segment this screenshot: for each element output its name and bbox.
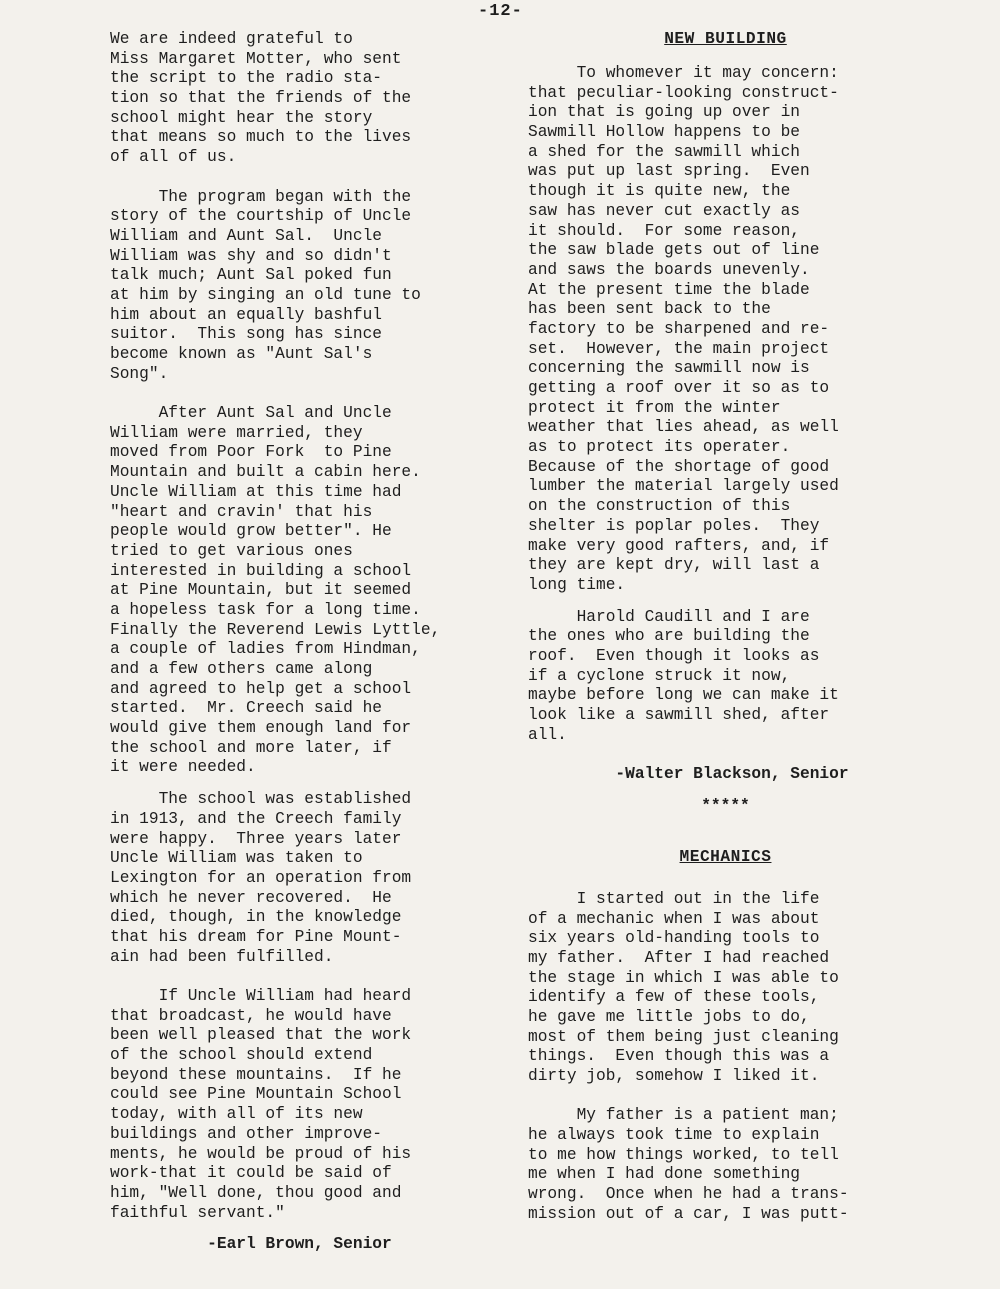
text-line: things. Even though this was a	[528, 1047, 830, 1066]
text-line: look like a sawmill shed, after	[528, 706, 830, 724]
text-line: buildings and other improve-	[110, 1124, 382, 1143]
byline: -Earl Brown, Senior	[110, 1235, 392, 1254]
text-line: has been sent back to the	[528, 300, 771, 319]
text-line: talk much; Aunt Sal poked fun	[110, 266, 392, 285]
text-line: the saw blade gets out of line	[528, 241, 820, 260]
text-line: tion so that the friends of the	[110, 89, 412, 108]
article-heading: NEW BUILDING	[664, 30, 787, 48]
text-line: tried to get various ones	[110, 541, 353, 560]
text-line: and a few others came along	[110, 660, 373, 678]
text-line: interested in building a school	[110, 561, 412, 580]
text-line: Miss Margaret Motter, who sent	[110, 49, 402, 68]
text-line: To whomever it may concern:	[528, 64, 839, 82]
text-line: make very good rafters, and, if	[528, 536, 830, 555]
text-line: identify a few of these tools,	[528, 988, 820, 1007]
text-line: all.	[528, 725, 567, 744]
paragraph	[528, 890, 923, 1087]
text-line: as to protect its operater.	[528, 438, 791, 457]
text-line: If Uncle William had heard	[110, 987, 412, 1005]
text-line: We are indeed grateful to	[110, 30, 353, 48]
text-line: that means so much to the lives	[110, 128, 412, 147]
text-line: Uncle William at this time had	[110, 482, 402, 501]
text-line: to me how things worked, to tell	[528, 1145, 839, 1164]
text-line: a hopeless task for a long time.	[110, 600, 421, 619]
text-line: he gave me little jobs to do,	[528, 1007, 810, 1026]
text-line: of all of us.	[110, 148, 237, 167]
right-column	[528, 30, 923, 1225]
text-line: of a mechanic when I was about	[528, 909, 820, 928]
text-line: ion that is going up over in	[528, 103, 800, 122]
text-line: ments, he would be proud of his	[110, 1144, 412, 1163]
paragraph	[110, 30, 505, 168]
text-line: which he never recovered. He	[110, 888, 392, 907]
text-line: become known as "Aunt Sal's	[110, 345, 373, 363]
text-line: six years old-handing tools to	[528, 929, 820, 948]
text-line: maybe before long we can make it	[528, 686, 839, 705]
text-line: been well pleased that the work	[110, 1026, 412, 1045]
text-line: a shed for the sawmill which	[528, 142, 800, 161]
text-line: ain had been fulfilled.	[110, 947, 334, 966]
text-line: he always took time to explain	[528, 1126, 820, 1145]
text-line: the ones who are building the	[528, 627, 810, 646]
paragraph	[528, 1106, 923, 1224]
text-line: could see Pine Mountain School	[110, 1085, 402, 1104]
paragraph	[110, 790, 505, 967]
text-line: lumber the material largely used	[528, 477, 839, 496]
text-line: were happy. Three years later	[110, 829, 402, 848]
text-line: it should. For some reason,	[528, 221, 800, 240]
text-line: in 1913, and the Creech family	[110, 809, 402, 828]
text-line: it were needed.	[110, 758, 256, 777]
text-line: Lexington for an operation from	[110, 868, 412, 887]
text-line: Sawmill Hollow happens to be	[528, 123, 800, 142]
text-line: people would grow better". He	[110, 522, 392, 541]
text-line: Because of the shortage of good	[528, 457, 830, 476]
text-line: most of them being just cleaning	[528, 1027, 839, 1046]
text-line: that peculiar-looking construct-	[528, 83, 839, 102]
text-line: my father. After I had reached	[528, 948, 830, 967]
text-line: saw has never cut exactly as	[528, 201, 800, 220]
text-line: The program began with the	[110, 187, 412, 206]
text-line: My father is a patient man;	[528, 1106, 839, 1125]
text-line: at Pine Mountain, but it seemed	[110, 581, 412, 600]
paragraph	[110, 987, 505, 1223]
text-line: The school was established	[110, 790, 412, 809]
text-line: was put up last spring. Even	[528, 162, 810, 181]
text-line: beyond these mountains. If he	[110, 1065, 402, 1084]
separator-stars: *****	[701, 796, 750, 815]
text-line: me when I had done something	[528, 1165, 800, 1184]
text-line: Finally the Reverend Lewis Lyttle,	[110, 620, 441, 639]
article-heading: MECHANICS	[679, 848, 772, 867]
text-line: that broadcast, he would have	[110, 1006, 392, 1025]
text-line: After Aunt Sal and Uncle	[110, 404, 392, 423]
text-line: story of the courtship of Uncle	[110, 207, 412, 226]
text-line: long time.	[528, 575, 626, 594]
text-line: William was shy and so didn't	[110, 246, 392, 265]
text-line: At the present time the blade	[528, 280, 810, 299]
text-line: shelter is poplar poles. They	[528, 516, 820, 535]
text-line: school might hear the story	[110, 108, 373, 127]
paragraph	[110, 404, 505, 778]
text-line: today, with all of its new	[110, 1105, 363, 1124]
text-line: Song".	[110, 364, 169, 383]
text-line: factory to be sharpened and re-	[528, 319, 830, 338]
text-line: work-that it could be said of	[110, 1164, 392, 1183]
text-line: the school and more later, if	[110, 738, 392, 757]
byline: -Walter Blackson, Senior	[528, 765, 849, 784]
text-line: William were married, they	[110, 423, 363, 442]
text-line: Uncle William was taken to	[110, 849, 363, 868]
page-number: -12-	[478, 2, 523, 21]
text-line: I started out in the life	[528, 889, 820, 908]
text-line: and saws the boards unevenly.	[528, 260, 810, 279]
paragraph	[528, 608, 923, 746]
text-line: roof. Even though it looks as	[528, 646, 820, 665]
paragraph	[110, 188, 505, 385]
text-line: suitor. This song has since	[110, 325, 382, 344]
text-line: if a cyclone struck it now,	[528, 666, 791, 685]
text-line: died, though, in the knowledge	[110, 908, 402, 927]
text-line: that his dream for Pine Mount-	[110, 927, 402, 946]
text-line: Mountain and built a cabin here.	[110, 463, 421, 482]
text-line: the stage in which I was able to	[528, 968, 839, 987]
text-line: started. Mr. Creech said he	[110, 699, 382, 718]
text-line: William and Aunt Sal. Uncle	[110, 226, 382, 245]
text-line: and agreed to help get a school	[110, 679, 412, 698]
text-line: would give them enough land for	[110, 719, 412, 738]
text-line: dirty job, somehow I liked it.	[528, 1067, 820, 1085]
text-line: him, "Well done, thou good and	[110, 1183, 402, 1202]
text-line: concerning the sawmill now is	[528, 359, 810, 378]
text-line: getting a roof over it so as to	[528, 379, 830, 397]
text-line: him about an equally bashful	[110, 305, 382, 324]
text-line: moved from Poor Fork to Pine	[110, 443, 392, 462]
left-column	[110, 30, 505, 1255]
text-line: weather that lies ahead, as well	[528, 418, 839, 437]
text-line: though it is quite new, the	[528, 182, 791, 201]
text-line: "heart and cravin' that his	[110, 502, 373, 521]
text-line: set. However, the main project	[528, 339, 830, 358]
paragraph	[528, 64, 923, 596]
text-line: of the school should extend	[110, 1046, 373, 1065]
text-line: Harold Caudill and I are	[528, 607, 810, 626]
text-line: mission out of a car, I was putt-	[528, 1204, 849, 1223]
text-line: the script to the radio sta-	[110, 69, 382, 88]
text-line: they are kept dry, will last a	[528, 556, 820, 575]
text-line: on the construction of this	[528, 497, 791, 516]
text-line: faithful servant."	[110, 1203, 285, 1222]
text-line: protect it from the winter	[528, 398, 781, 417]
text-line: at him by singing an old tune to	[110, 285, 421, 304]
text-line: wrong. Once when he had a trans-	[528, 1185, 849, 1204]
text-line: a couple of ladies from Hindman,	[110, 640, 421, 659]
